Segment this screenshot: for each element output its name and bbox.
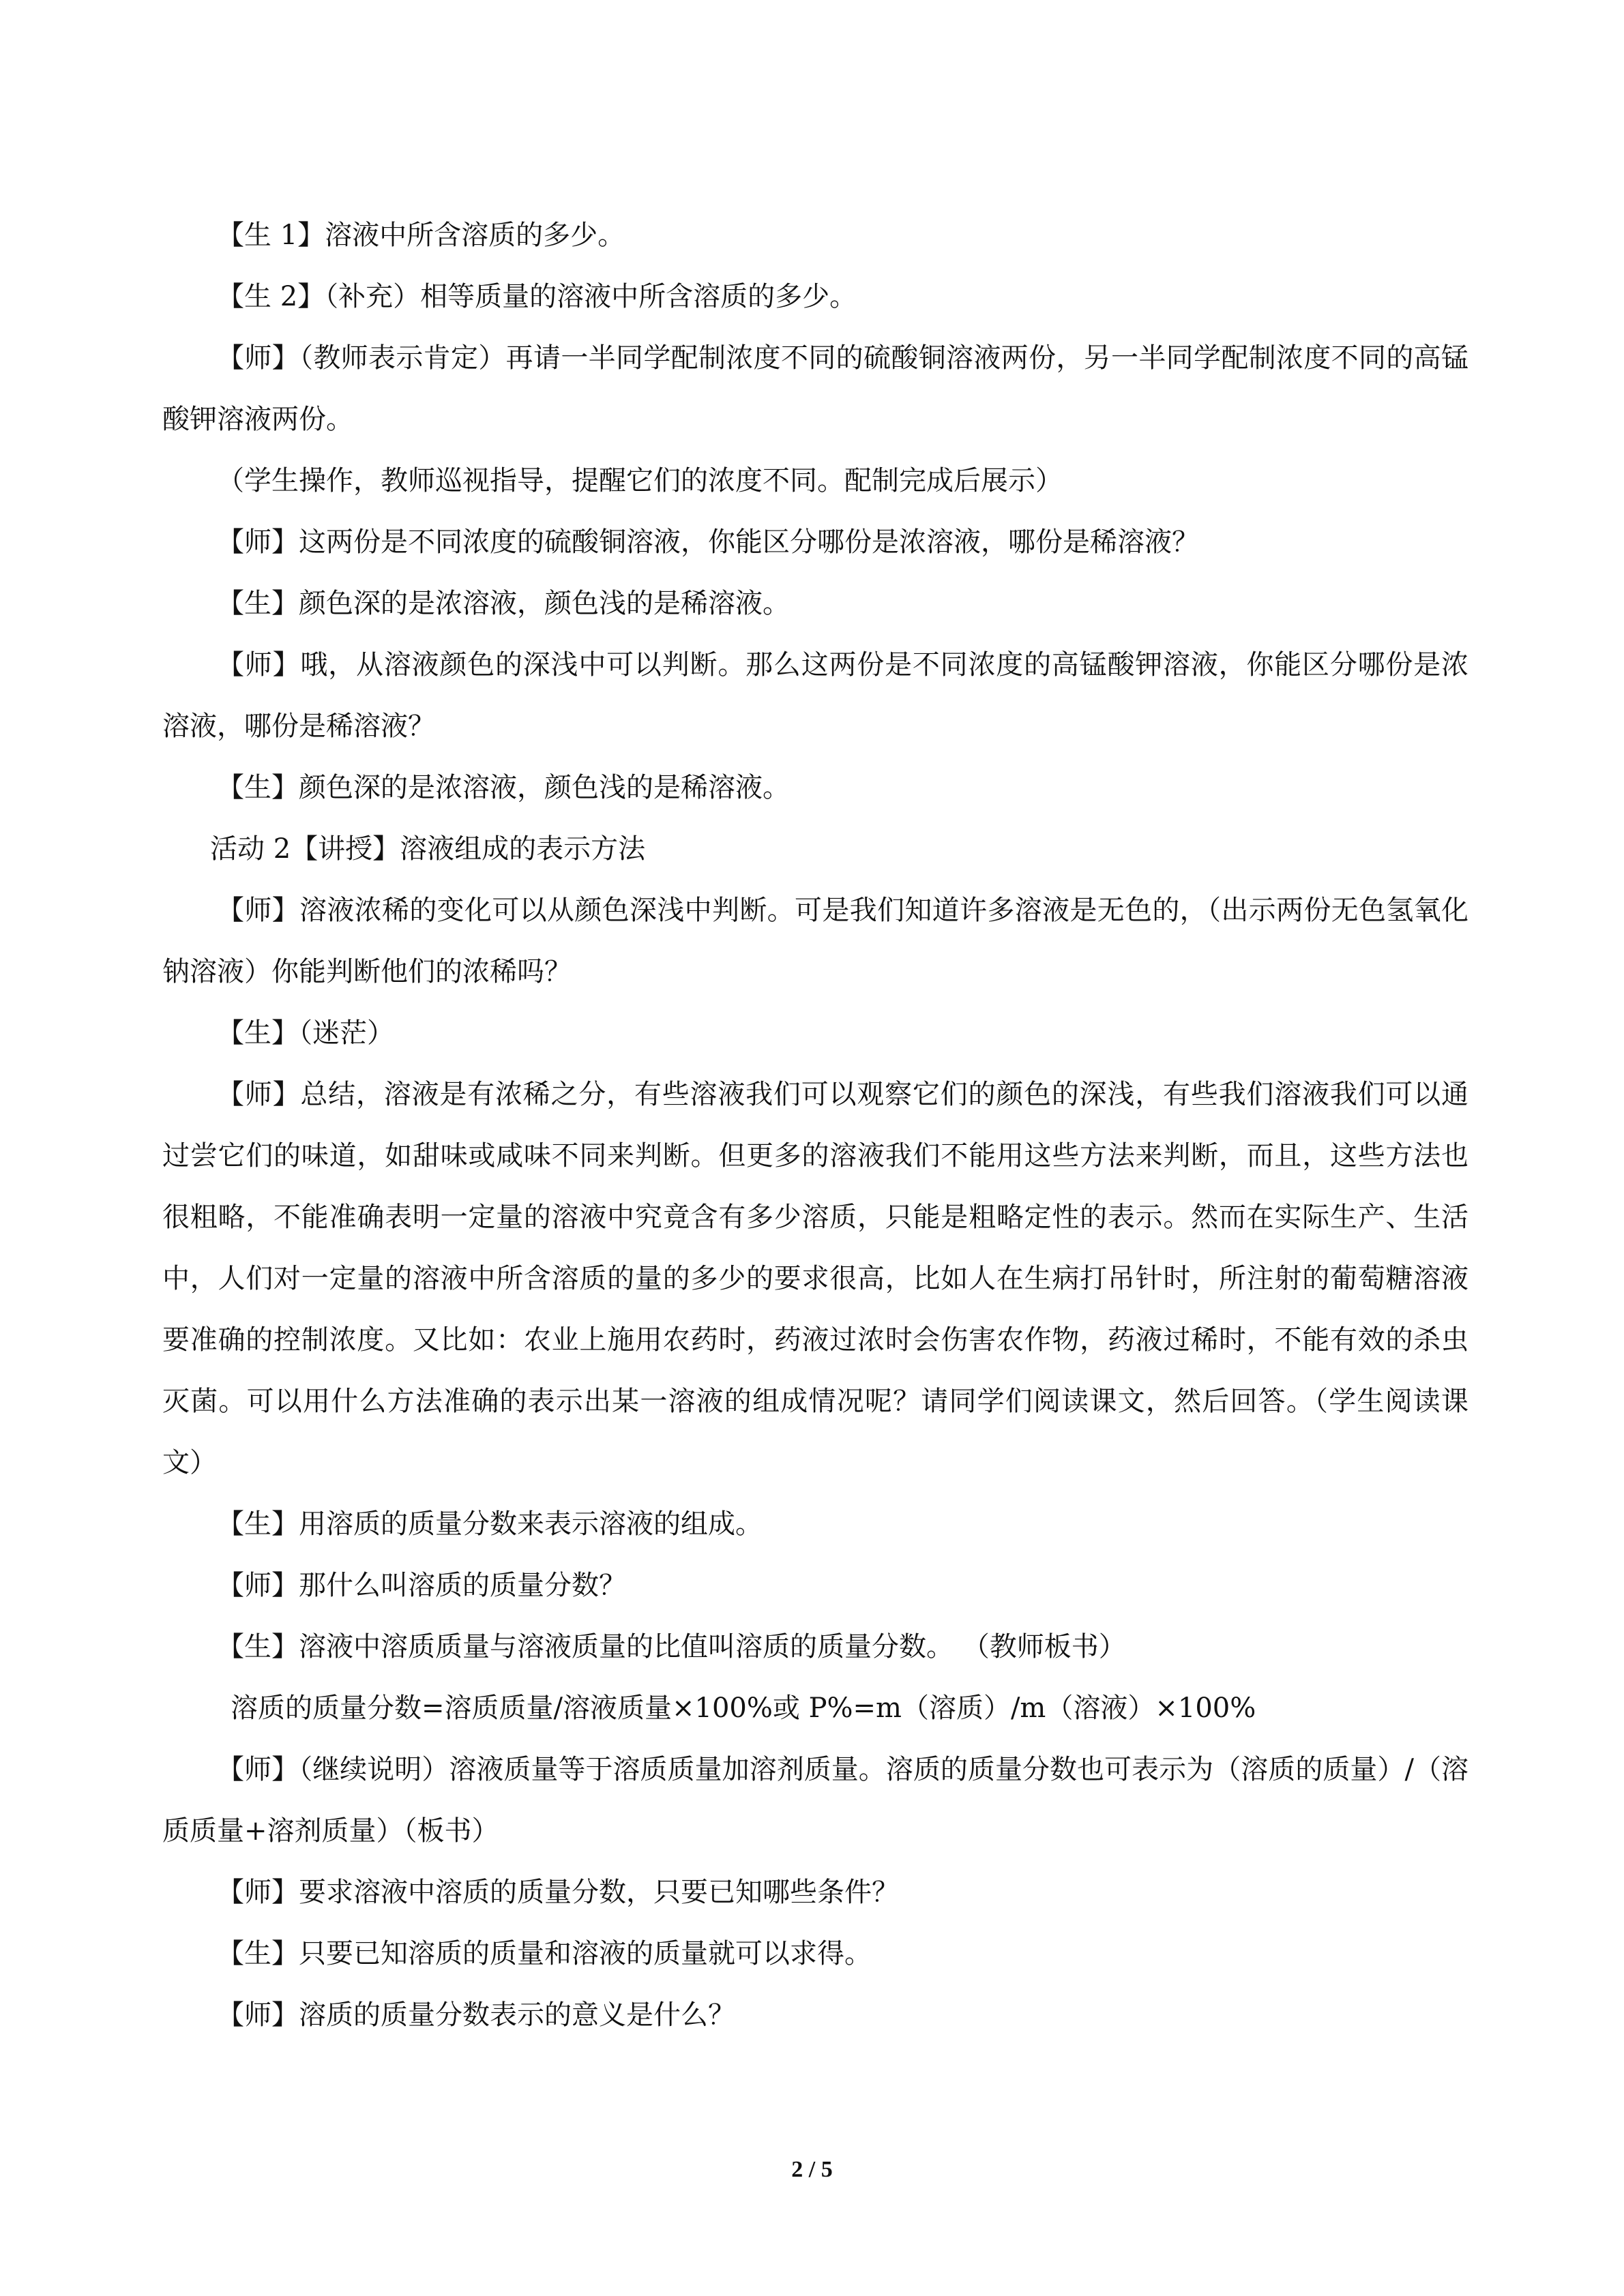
formula-mass-fraction: 溶质的质量分数=溶质质量/溶液质量×100%或 P%=m（溶质）/m（溶液）×100% xyxy=(231,1693,1256,1724)
paragraph-student-confused: 【生】（迷茫） xyxy=(217,1017,394,1049)
paragraph-student-operation: （学生操作，教师巡视指导，提醒它们的浓度不同。配制完成后展示） xyxy=(217,465,1063,496)
paragraph-student-conditions: 【生】只要已知溶质的质量和溶液的质量就可以求得。 xyxy=(217,1938,872,1969)
paragraph-teacher-summary: 【师】总结，溶液是有浓稀之分，有些溶液我们可以观察它们的颜色的深浅，有些我们溶液我们可以通过尝它们的味道，如甜味或咸味不同来判断。但更多的溶液我们不能用这些方法来判断，而且，这些方法也很粗略，不能准确表明一定量的溶液中究竟含有多少溶质，只能是粗略定性的表示。然而在实际生产、生活中，人们对一定量的溶液中所含溶质的量的多少的要求很高，比如人在生病打吊针时，所注射的葡萄糖溶液要准确的控制浓度。又比如：农业上施用农药时，药液过浓时会伤害农作物，药液过稀时，不能有效的杀虫灭菌。可以用什么方法准确的表示出某一溶液的组成情况呢？请同学们阅读课文，然后回答。（学生阅读课文） xyxy=(162,1079,1468,1478)
page-number: 2 / 5 xyxy=(791,2157,833,2182)
paragraph-student-answer-color: 【生】颜色深的是浓溶液，颜色浅的是稀溶液。 xyxy=(217,588,790,619)
paragraph-teacher-explanation: 【师】（继续说明）溶液质量等于溶质质量加溶剂质量。溶质的质量分数也可表示为（溶质的质量）/（溶质质量+溶剂质量）（板书） xyxy=(162,1754,1468,1847)
paragraph-student-1: 【生 1】溶液中所含溶质的多少。 xyxy=(217,220,625,251)
paragraph-student-2: 【生 2】（补充）相等质量的溶液中所含溶质的多少。 xyxy=(217,281,857,312)
paragraph-teacher-conditions: 【师】要求溶液中溶质的质量分数，只要已知哪些条件？ xyxy=(217,1877,899,1908)
paragraph-teacher-question-copper: 【师】这两份是不同浓度的硫酸铜溶液，你能区分哪份是浓溶液，哪份是稀溶液？ xyxy=(217,526,1199,558)
paragraph-teacher-instruction: 【师】（教师表示肯定）再请一半同学配制浓度不同的硫酸铜溶液两份，另一半同学配制浓度不同的高锰酸钾溶液两份。 xyxy=(162,342,1468,435)
paragraph-teacher-question-permanganate: 【师】哦，从溶液颜色的深浅中可以判断。那么这两份是不同浓度的高锰酸钾溶液，你能区分哪份是浓溶液，哪份是稀溶液？ xyxy=(162,649,1468,742)
section-heading-activity-2: 活动 2【讲授】溶液组成的表示方法 xyxy=(210,833,646,865)
paragraph-student-definition: 【生】溶液中溶质质量与溶液质量的比值叫溶质的质量分数。 （教师板书） xyxy=(217,1631,1126,1663)
paragraph-teacher-definition-question: 【师】那什么叫溶质的质量分数？ xyxy=(217,1570,626,1601)
document-body xyxy=(162,205,1468,2046)
paragraph-teacher-colorless: 【师】溶液浓稀的变化可以从颜色深浅中判断。可是我们知道许多溶液是无色的，（出示两份无色氢氧化钠溶液）你能判断他们的浓稀吗？ xyxy=(162,895,1468,987)
paragraph-teacher-meaning: 【师】溶质的质量分数表示的意义是什么？ xyxy=(217,1999,735,2031)
paragraph-student-answer-color-2: 【生】颜色深的是浓溶液，颜色浅的是稀溶液。 xyxy=(217,772,790,803)
paragraph-student-mass-fraction: 【生】用溶质的质量分数来表示溶液的组成。 xyxy=(217,1508,763,1540)
